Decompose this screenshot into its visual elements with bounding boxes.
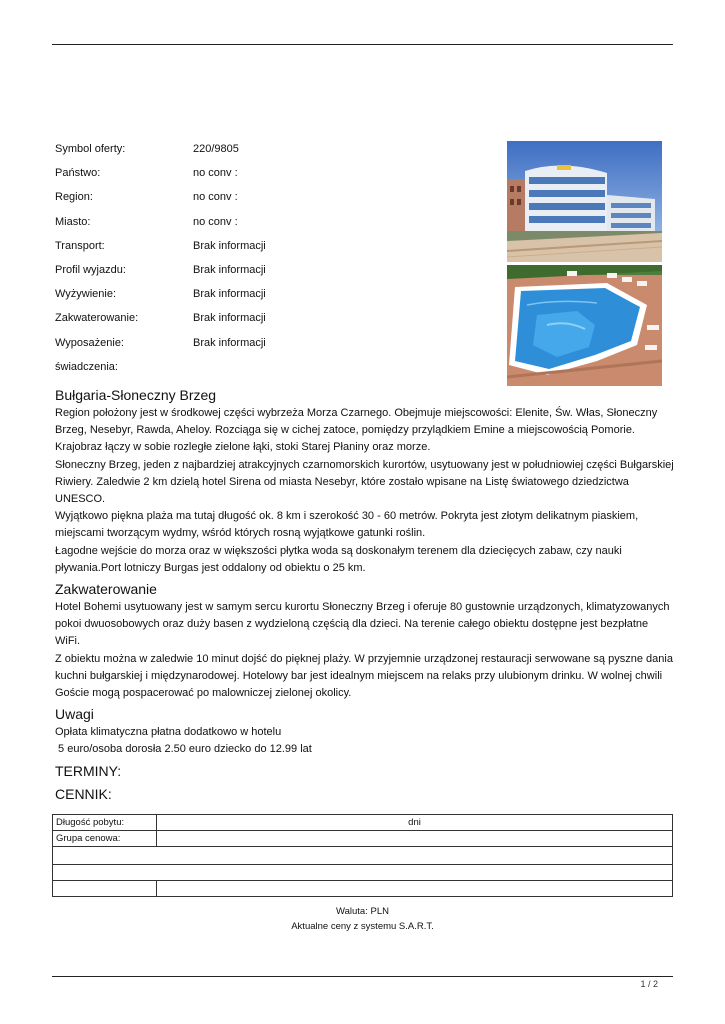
table-cell [53,865,673,881]
table-cell [157,881,673,897]
table-row [53,831,673,847]
info-row [55,335,485,359]
bottom-rule [52,976,673,977]
top-rule [52,44,673,45]
info-value: no conv : [193,215,238,228]
info-label: Region: [55,191,93,204]
info-value: Brak informacji [193,263,266,276]
region-heading: Bułgaria-Słoneczny Brzeg [55,387,217,403]
info-value: Brak informacji [193,312,266,325]
info-value: no conv : [193,191,238,204]
notes-paragraph: 5 euro/osoba dorosła 2.50 euro dziecko do 12.99 lat [55,743,312,756]
info-label: świadczenia: [55,360,118,373]
terms-heading: TERMINY: [55,762,122,779]
info-value: Brak informacji [193,288,266,301]
info-label: Miasto: [55,215,91,228]
page-number: 1 / 2 [640,979,658,989]
table-row [53,815,673,831]
info-label: Profil wyjazdu: [55,263,126,276]
region-paragraph: Łagodne wejście do morza oraz w większości płytka woda są doskonałym terenem dla dziecięcych zabaw, czy nauki pływania.Port lotniczy Burgas jest oddalony od obiektu o 25 km. [55,544,622,574]
accommodation-paragraph: Z obiektu można w zaledwie 10 minut dojść do pięknej plaży. W przyjemnie urządzonej restauracji serwowane są pyszne dania kuchni bułgarskiej i międzynarodowej. Hotelowy bar jest idealnym miejscem na relaks przy ulubionym drinku. W wolnej chwili Goście mogą pospacerować po malowniczej zielonej okolicy. [55,652,673,700]
pricing-heading: CENNIK: [55,785,112,802]
table-row [53,847,673,865]
source-note: Aktualne ceny z systemu S.A.R.T. [291,921,434,932]
info-label: Wyżywienie: [55,288,117,301]
info-row [55,359,485,383]
info-label: Wyposażenie: [55,336,124,349]
offer-info [55,141,485,383]
hotel-building-photo [507,141,662,262]
table-cell [53,881,157,897]
region-paragraph: Region położony jest w środkowej części wybrzeża Morza Czarnego. Obejmuje miejscowości: Elenite, Św. Włas, Słoneczny Brzeg, Nesebyr, Rawda, Aheloy. Rozciąga się w cichej zatoce, pomiędzy przylądkiem Emine a miejscowością Pomorie. Krajobraz łączy w sobie rozległe zielone łąki, stoki Starej Płaniny oraz morze. [55,407,658,454]
table-row [53,865,673,881]
info-label: Państwo: [55,167,101,180]
notes-heading: Uwagi [55,706,94,723]
info-row [55,189,485,213]
accommodation-paragraph: Hotel Bohemi usytuowany jest w samym sercu kurortu Słoneczny Brzeg i oferuje 80 gustownie urządzonych, klimatyzowanych pokoi dwuosobowych oraz duży basen z wydzieloną częścią dla dzieci. Na terenie całego obiektu dostępne jest bezpłatne WiFi. [55,601,670,648]
region-paragraph: Słoneczny Brzeg, jeden z najbardziej atrakcyjnych czarnomorskich kurortów, usytuowany jest w południowiej części Bułgarskiej Riwiery. Zaledwie 2 km dzielą hotel Sirena od miasta Nesebyr, które zostało wpisane na Listę światowego dziedzictwa UNESCO. [55,458,674,506]
price-table [52,814,673,897]
info-row [55,165,485,189]
offer-description [55,385,675,804]
length-label-cell: Długość pobytu: [53,815,157,831]
notes-paragraph: Opłata klimatyczna płatna dodatkowo w hotelu [55,726,282,739]
hotel-pool-photo [507,265,662,386]
info-value: no conv : [193,167,238,180]
info-row [55,238,485,262]
info-label: Zakwaterowanie: [55,312,139,325]
accommodation-heading: Zakwaterowanie [55,581,157,598]
table-row [53,881,673,897]
table-cell [53,847,673,865]
info-row [55,286,485,310]
info-row [55,310,485,334]
currency-note: Waluta: PLN [336,906,389,917]
info-label: Symbol oferty: [55,143,126,155]
info-label: Transport: [55,239,105,252]
group-label-cell: Grupa cenowa: [53,831,157,847]
info-value: Brak informacji [193,336,266,349]
info-row [55,141,485,165]
region-paragraph: Wyjątkowo piękna plaża ma tutaj długość ok. 8 km i szerokość 30 - 60 metrów. Pokryta jest złotym delikatnym piaskiem, miejscami tworzącym wydmy, wśród których rosną wyjątkowe gatunki roślin. [55,510,639,540]
info-value: 220/9805 [193,143,239,155]
info-row [55,262,485,286]
table-cell [157,831,673,847]
info-value: Brak informacji [193,239,266,252]
days-header-cell: dni [157,815,673,831]
info-row [55,214,485,238]
